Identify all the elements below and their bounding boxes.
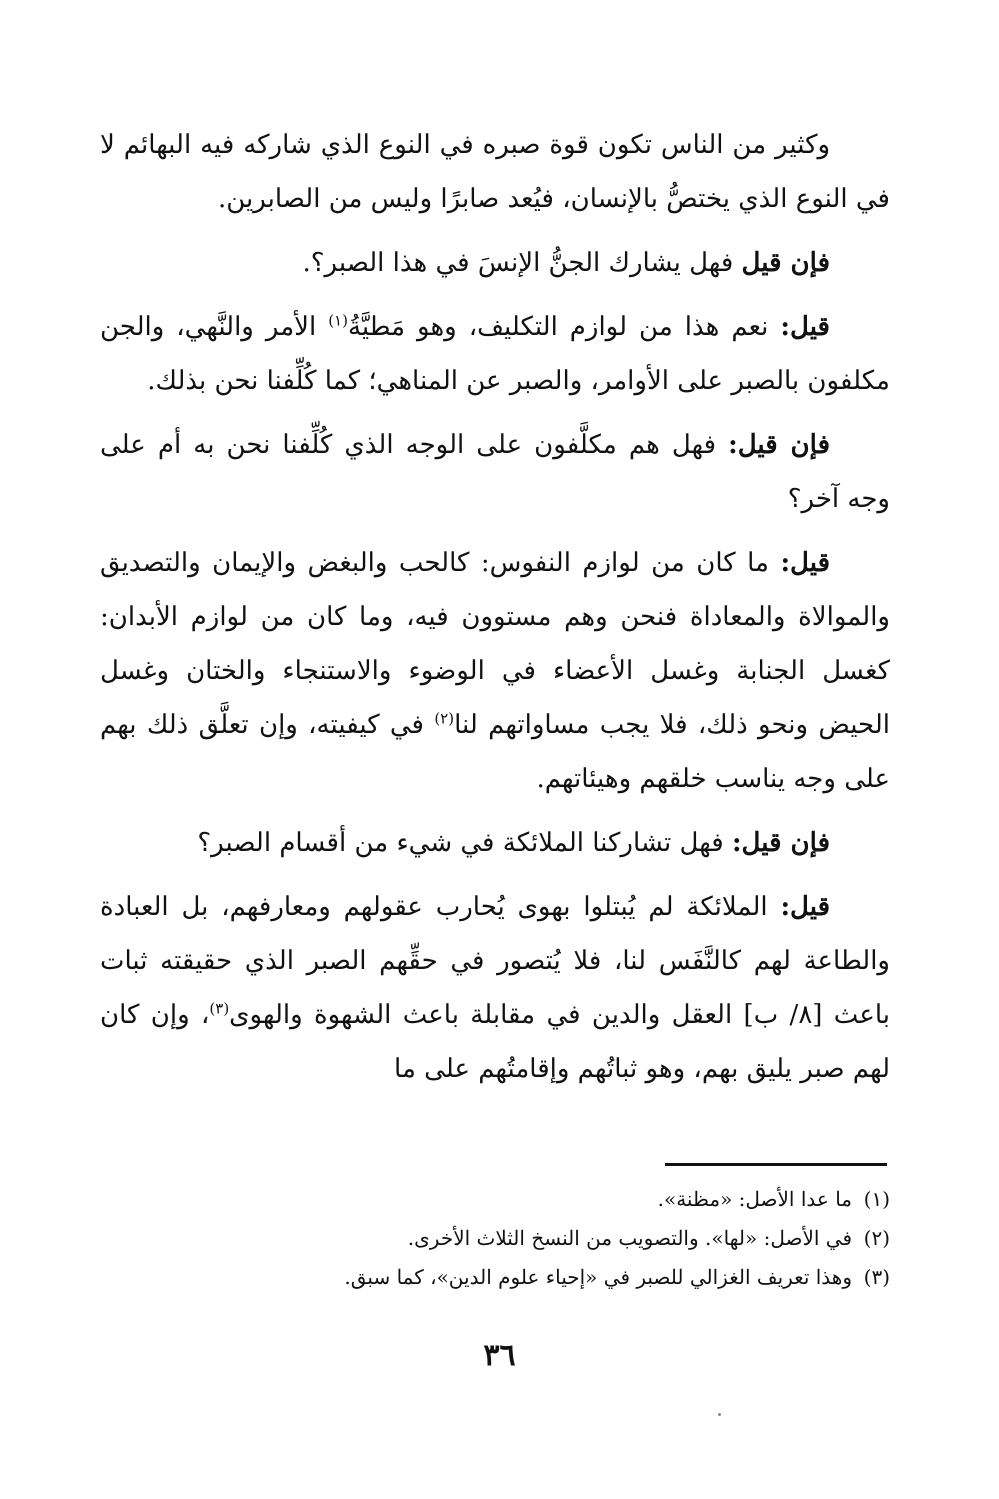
answer-lead: قيل: [780,548,830,578]
paragraph-5 [100,536,890,806]
footnote-text: في الأصل: «لها». والتصويب من النسخ الثلاث الأخرى. [407,1226,852,1250]
footnote-3 [100,1258,890,1297]
paragraph-text: فهل يشارك الجنُّ الإنسَ في هذا الصبر؟. [302,248,742,278]
footnote-1 [100,1180,890,1219]
footnotes [100,1180,890,1297]
paragraph-text: ما كان من لوازم النفوس: كالحب والبغض والإيمان والتصديق والموالاة والمعاداة فنحن وهم مستوون فيه، وما كان من لوازم الأبدان: كغسل الجنابة وغسل الأعضاء في الوضوء والاستنجاء والختان وغسل الحيض ونحو ذلك، فلا يجب مساواتهم لنا [100,548,890,740]
footnote-separator [665,1163,887,1166]
paragraph-text: فهل هم مكلَّفون على الوجه الذي كُلِّفنا نحن به أم على وجه آخر؟ [100,430,890,514]
footnote-ref: (١) [328,311,348,330]
paragraph-text-cont: الأمر والنَّهي، والجن مكلفون بالصبر على الأوامر، والصبر عن المناهي؛ كما كُلِّفنا نحن بذلك. [100,312,890,396]
footnote-number: (٢) [863,1226,890,1250]
answer-lead: قيل: [780,312,830,342]
footnote-number: (١) [863,1187,890,1211]
page-number: ٣٦ [483,1338,516,1373]
paragraph-text: وكثير من الناس تكون قوة صبره في النوع الذي شاركه فيه البهائم لا في النوع الذي يختصُّ بالإنسان، فيُعد صابرًا وليس من الصابرين. [100,130,890,214]
paragraph-2 [100,236,890,290]
footnote-text: ما عدا الأصل: «مظنة». [657,1187,852,1211]
paragraph-text: الملائكة لم يُبتلوا بهوى يُحارب عقولهم ومعارفهم، بل العبادة والطاعة لهم كالنَّفَس لنا، فلا يُتصور في حقِّهم الصبر الذي حقيقته ثبات باعث [٨/ ب] العقل والدين في مقابلة باعث الشهوة والهوى [100,892,890,1030]
footnote-2 [100,1219,890,1258]
paragraph-4 [100,418,890,526]
question-lead: فإن قيل [741,248,830,278]
footnote-ref: (٢) [434,709,455,728]
paragraph-text: فهل تشاركنا الملائكة في شيء من أقسام الصبر؟ [197,828,732,858]
footnote-number: (٣) [863,1265,890,1289]
paragraph-text: نعم هذا من لوازم التكليف، وهو مَطيَّةُ [347,312,781,342]
footnote-ref: (٣) [209,999,230,1018]
answer-lead: قيل: [780,892,830,922]
scan-speck [718,1413,721,1416]
paragraph-text-cont: ، وإن كان لهم صبر يليق بهم، وهو ثباتُهم وإقامتُهم على ما [100,1000,890,1084]
paragraph-7 [100,880,890,1096]
paragraph-3 [100,300,890,408]
paragraph-1 [100,118,890,226]
question-lead: فإن قيل: [728,430,830,460]
main-text [100,118,890,1096]
paragraph-text-cont: في كيفيته، وإن تعلَّق ذلك بهم على وجه يناسب خلقهم وهيئاتهم. [100,710,890,794]
question-lead: فإن قيل: [731,828,830,858]
footnote-text: وهذا تعريف الغزالي للصبر في «إحياء علوم الدين»، كما سبق. [344,1265,852,1289]
paragraph-6 [100,816,890,870]
